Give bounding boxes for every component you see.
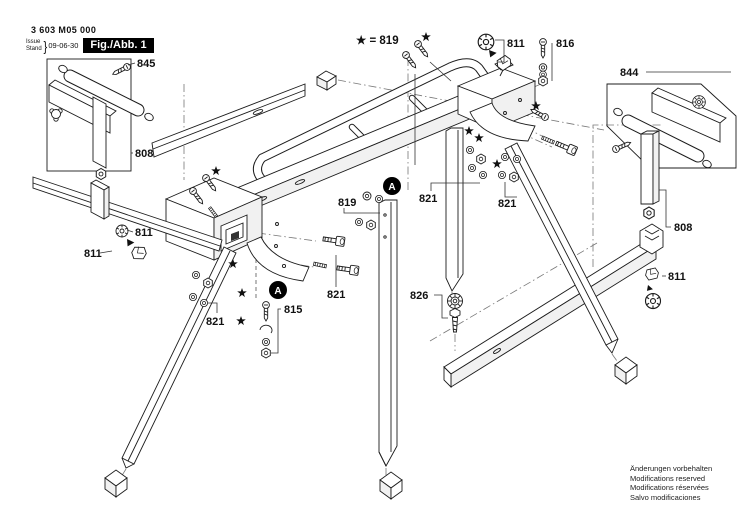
footer-line-fr: Modifications réservées [630,483,709,492]
stand-word: Stand [26,45,42,52]
star-legend: ★ = 819 [356,35,399,47]
extension-rail-upper [152,71,336,157]
foot-left [105,470,127,497]
callout-811-left-2: 811 [84,248,102,260]
callout-816: 816 [556,38,575,50]
callout-815: 815 [284,304,303,316]
callout-811-top: 811 [507,38,525,50]
issue-brace: } [43,37,47,54]
foot-center [380,472,402,499]
footer-line-en: Modifications reserved [630,473,706,483]
bolt-set-815 [260,302,272,358]
screw-816 [539,39,548,86]
callout-811-left-1: 811 [135,227,153,239]
detail-marker-a2: A [388,182,396,193]
rail-end-cap [317,71,336,90]
footer-line-es: Salvo modificaciones [630,492,701,502]
right-roller-assembly [607,84,736,219]
wing-knob [50,109,62,121]
callout-826: 826 [410,290,429,302]
foot-right [615,357,637,384]
screw-845-right [612,139,632,153]
right-center-leg [446,128,463,291]
callout-821-mid: 821 [327,289,346,301]
center-leg [379,200,397,466]
callout-821-left: 821 [206,316,225,328]
knob-826 [448,294,463,333]
callout-845: 845 [137,58,156,70]
part-number: 3 603 M05 000 [31,25,97,35]
figure-label: Fig./Abb. 1 [83,38,153,53]
callout-808-right: 808 [674,222,693,234]
issue-date: 09-06-30 [48,41,79,50]
right-post [641,131,659,204]
callout-808-left: 808 [135,148,154,160]
corner-block [640,224,663,254]
footer-line-de: Änderungen vorbehalten [630,464,713,473]
rail-clamp-body [91,180,109,219]
callout-821-top: 821 [419,193,438,205]
detail-marker-a1: A [274,286,282,297]
callout-811-right: 811 [668,271,686,283]
callout-844: 844 [620,67,639,79]
left-front-leg [122,247,236,468]
callout-821-right: 821 [498,198,517,210]
issue-word: Issue [26,38,41,45]
callout-819: 819 [338,197,357,209]
